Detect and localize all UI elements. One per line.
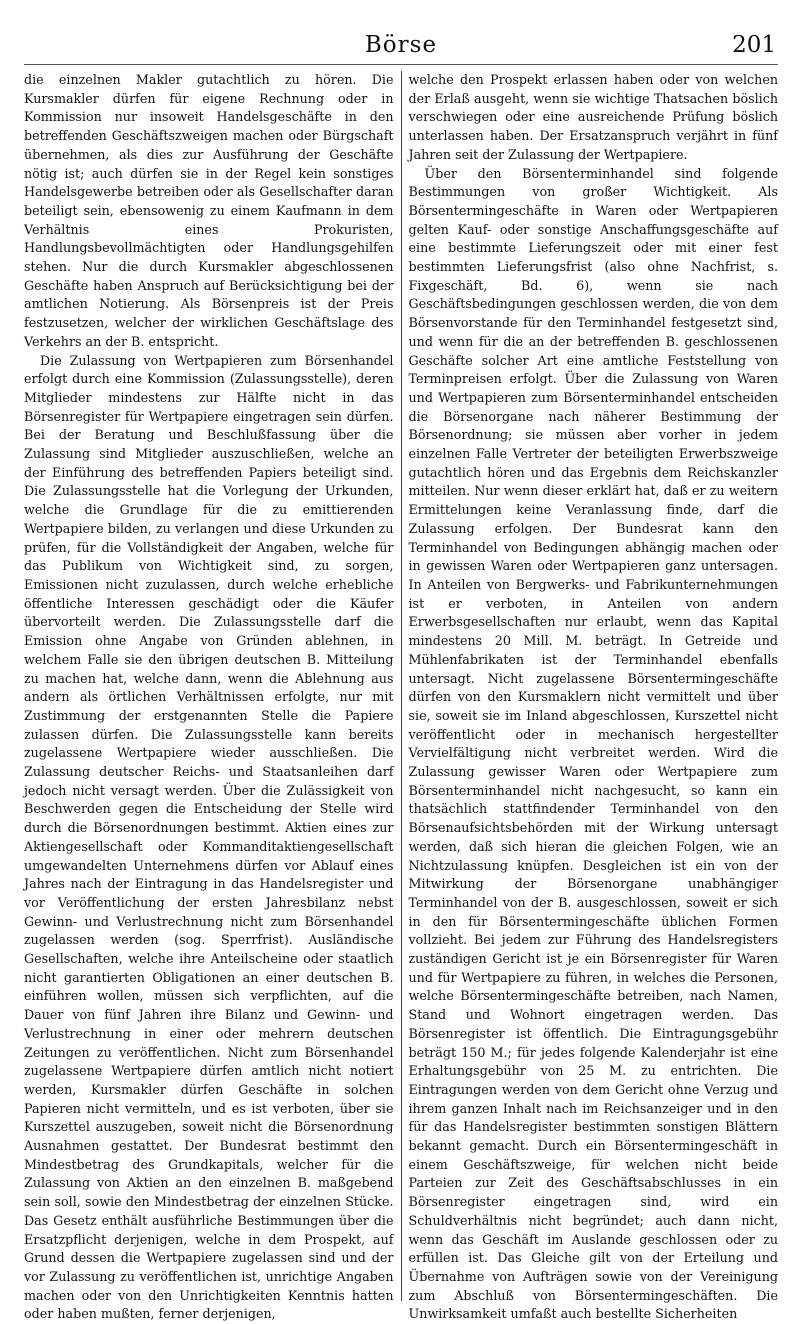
running-title: Börse [364, 32, 438, 58]
page-number: 201 [732, 32, 776, 58]
running-header [24, 30, 778, 65]
paragraph: die einzelnen Makler gutachtlich zu hören. Die Kursmakler dürfen für eigene Rechnung oder in Kommission nur insoweit Handelsgeschäfte in den betreffenden Geschäftszweigen machen oder Bürgschaft übernehmen, als dies zur Ausführung der Geschäfte nötig ist; auch dürfen sie in der Regel kein sonstiges Handelsgewerbe betreiben oder als Gesellschafter daran beteiligt sein, ebensowenig zu einem Kaufmann in dem Verhältnis eines Prokuristen, Handlungsbevollmächtigten oder Handlungsgehilfen stehen. Nur die durch Kursmakler abgeschlossenen Geschäfte haben Anspruch auf Berücksichtigung bei der amtlichen Notierung. Als Börsenpreis ist der Preis festzusetzen, welcher der wirklichen Geschäftslage des Verkehrs an der B. entspricht. [24, 72, 394, 349]
right-column [408, 71, 779, 1322]
text-columns [24, 71, 778, 1322]
paragraph: welche den Prospekt erlassen haben oder von welchen der Erlaß ausgeht, wenn sie wichtige Thatsachen böslich verschwiegen oder eine ausreichende Prüfung böslich unterlassen haben. Der Ersatzanspruch verjährt in fünf Jahren seit der Zulassung der Wertpapiere. [408, 72, 778, 162]
paragraph: Über den Börsenterminhandel sind folgende Bestimmungen von großer Wichtigkeit. Als Börsentermingeschäfte in Waren oder Wertpapieren gelten Kauf- oder sonstige Anschaffungsgeschäfte auf eine bestimmte Lieferungszeit oder mit einer fest bestimmten Lieferungsfrist (also ohne Nachfrist, s. Fixgeschäft, Bd. 6), wenn sie nach Geschäftsbedingungen geschlossen werden, die von dem Börsenvorstande für den Terminhandel festgesetzt sind, und wenn für die an der betreffenden B. geschlossenen Geschäfte solcher Art eine amtliche Feststellung von Terminpreisen erfolgt. Über die Zulassung von Waren und Wertpapieren zum Börsenterminhandel entscheiden die Börsenorgane nach näherer Bestimmung der Börsenordnung; sie müssen aber vorher in jedem einzelnen Falle Vertreter der beteiligten Erwerbszweige gutachtlich hören und das Ergebnis dem Reichskanzler mitteilen. Nur wenn dieser erklärt hat, daß er zu weitern Ermittelungen keine Veranlassung finde, darf die Zulassung erfolgen. Der Bundesrat kann den Terminhandel von Bedingungen abhängig machen oder in gewissen Waren oder Wertpapieren ganz untersagen. In Anteilen von Bergwerks- und Fabrikunternehmungen ist er verboten, in Anteilen von andern Erwerbsgesellschaften nur erlaubt, wenn das Kapital mindestens 20 Mill. M. beträgt. In Getreide und Mühlenfabrikaten ist der Terminhandel ebenfalls untersagt. Nicht zugelassene Börsentermingeschäfte dürfen von den Kursmaklern nicht vermittelt und über sie, soweit sie im Inland abgeschlossen, Kurszettel nicht veröffentlicht oder in mechanisch hergestellter Vervielfältigung nicht verbreitet werden. Wird die Zulassung gewisser Waren oder Wertpapiere zum Börsenterminhandel nicht nachgesucht, so kann ein thatsächlich stattfindender Terminhandel von den Börsenaufsichtsbehörden mit der Wirkung untersagt werden, daß sich hieran die gleichen Folgen, wie an Nichtzulassung knüpfen. Desgleichen ist ein von der Mitwirkung der Börsenorgane unabhängiger Terminhandel von der B. ausgeschlossen, soweit er sich in den für Börsentermingeschäfte üblichen Formen vollzieht. Bei jedem zur Führung des Handelsregisters zuständigen Gericht ist je ein Börsenregister für Waren und für Wertpapiere zu führen, in welches die Personen, welche Börsentermingeschäfte betreiben, nach Namen, Stand und Wohnort eingetragen werden. Das Börsenregister ist öffentlich. Die Eintragungsgebühr beträgt 150 M.; für jedes folgende Kalenderjahr ist eine Erhaltungsgebühr von 25 M. zu entrichten. Die Eintragungen werden von dem Gericht ohne Verzug und ihrem ganzen Inhalt nach im Reichsanzeiger und in den für das Handelsregister bestimmten sonstigen Blättern bekannt gemacht. Durch ein Börsentermingeschäft in einem Geschäftszweige, für welchen nicht beide Parteien zur Zeit des Geschäftsabschlusses in ein Börsenregister eingetragen sind, wird ein Schuldverhältnis nicht begründet; auch dann nicht, wenn das Geschäft im Auslande geschlossen oder zu erfüllen ist. Das Gleiche gilt von der Erteilung und Übernahme von Aufträgen sowie von der Vereinigung zum Abschluß von Börsentermingeschäften. Die Unwirksamkeit umfaßt auch bestellte Sicherheiten [408, 165, 778, 1322]
paragraph: Die Zulassung von Wertpapieren zum Börsenhandel erfolgt durch eine Kommission (Zulassungsstelle), deren Mitglieder mindestens zur Hälfte nicht in das Börsenregister für Wertpapiere eingetragen sein dürfen. Bei der Beratung und Beschlußfassung über die Zulassung sind Mitglieder auszuschließen, welche an der Einführung des betreffenden Papiers beteiligt sind. Die Zulassungsstelle hat die Vorlegung der Urkunden, welche die Grundlage für die zu emittierenden Wertpapiere bilden, zu verlangen und diese Urkunden zu prüfen, für die Vollständigkeit der Angaben, welche für das Publikum von Wichtigkeit sind, zu sorgen, Emissionen nicht zuzulassen, durch welche erhebliche öffentliche Interessen geschädigt oder die Käufer übervorteilt werden. Die Zulassungsstelle darf die Emission ohne Angabe von Gründen ablehnen, in welchem Falle sie den übrigen deutschen B. Mitteilung zu machen hat, welche dann, wenn die Ablehnung aus andern als örtlichen Verhältnissen erfolgte, nur mit Zustimmung der erstgenannten Stelle die Papiere zulassen dürfen. Die Zulassungsstelle kann bereits zugelassene Wertpapiere wieder ausschließen. Die Zulassung deutscher Reichs- und Staatsanleihen darf jedoch nicht versagt werden. Über die Zulässigkeit von Beschwerden gegen die Entscheidung der Stelle wird durch die Börsenordnungen bestimmt. Aktien eines zur Aktiengesellschaft oder Kommanditaktiengesellschaft umgewandelten Unternehmens dürfen vor Ablauf eines Jahres nach der Eintragung in das Handelsregister und vor Veröffentlichung der ersten Jahresbilanz nebst Gewinn- und Verlustrechnung nicht zum Börsenhandel zugelassen werden (sog. Sperrfrist). Ausländische Gesellschaften, welche ihre Anteilscheine oder staatlich nicht garantierten Obligationen an einer deutschen B. einführen wollen, müssen sich verpflichten, auf die Dauer von fünf Jahren ihre Bilanz und Gewinn- und Verlustrechnung in einer oder mehrern deutschen Zeitungen zu veröffentlichen. Nicht zum Börsenhandel zugelassene Wertpapiere dürfen amtlich nicht notiert werden, Kursmakler dürfen Geschäfte in solchen Papieren nicht vermitteln, und es ist verboten, über sie Kurszettel auszugeben, soweit nicht die Börsenordnung Ausnahmen gestattet. Der Bundesrat bestimmt den Mindestbetrag des Grundkapitals, welcher für die Zulassung von Aktien an den einzelnen B. maßgebend sein soll, sowie den Mindestbetrag der einzelnen Stücke. Das Gesetz enthält ausführliche Bestimmungen über die Ersatzpflicht derjenigen, welche in dem Prospekt, auf Grund dessen die Wertpapiere zugelassen sind und der vor Zulassung zu veröffentlichen ist, unrichtige Angaben machen oder von den Unrichtigkeiten Kenntnis hatten oder haben mußten, ferner derjenigen, [24, 352, 394, 1322]
column-divider [401, 71, 402, 1301]
left-column [24, 71, 394, 1322]
